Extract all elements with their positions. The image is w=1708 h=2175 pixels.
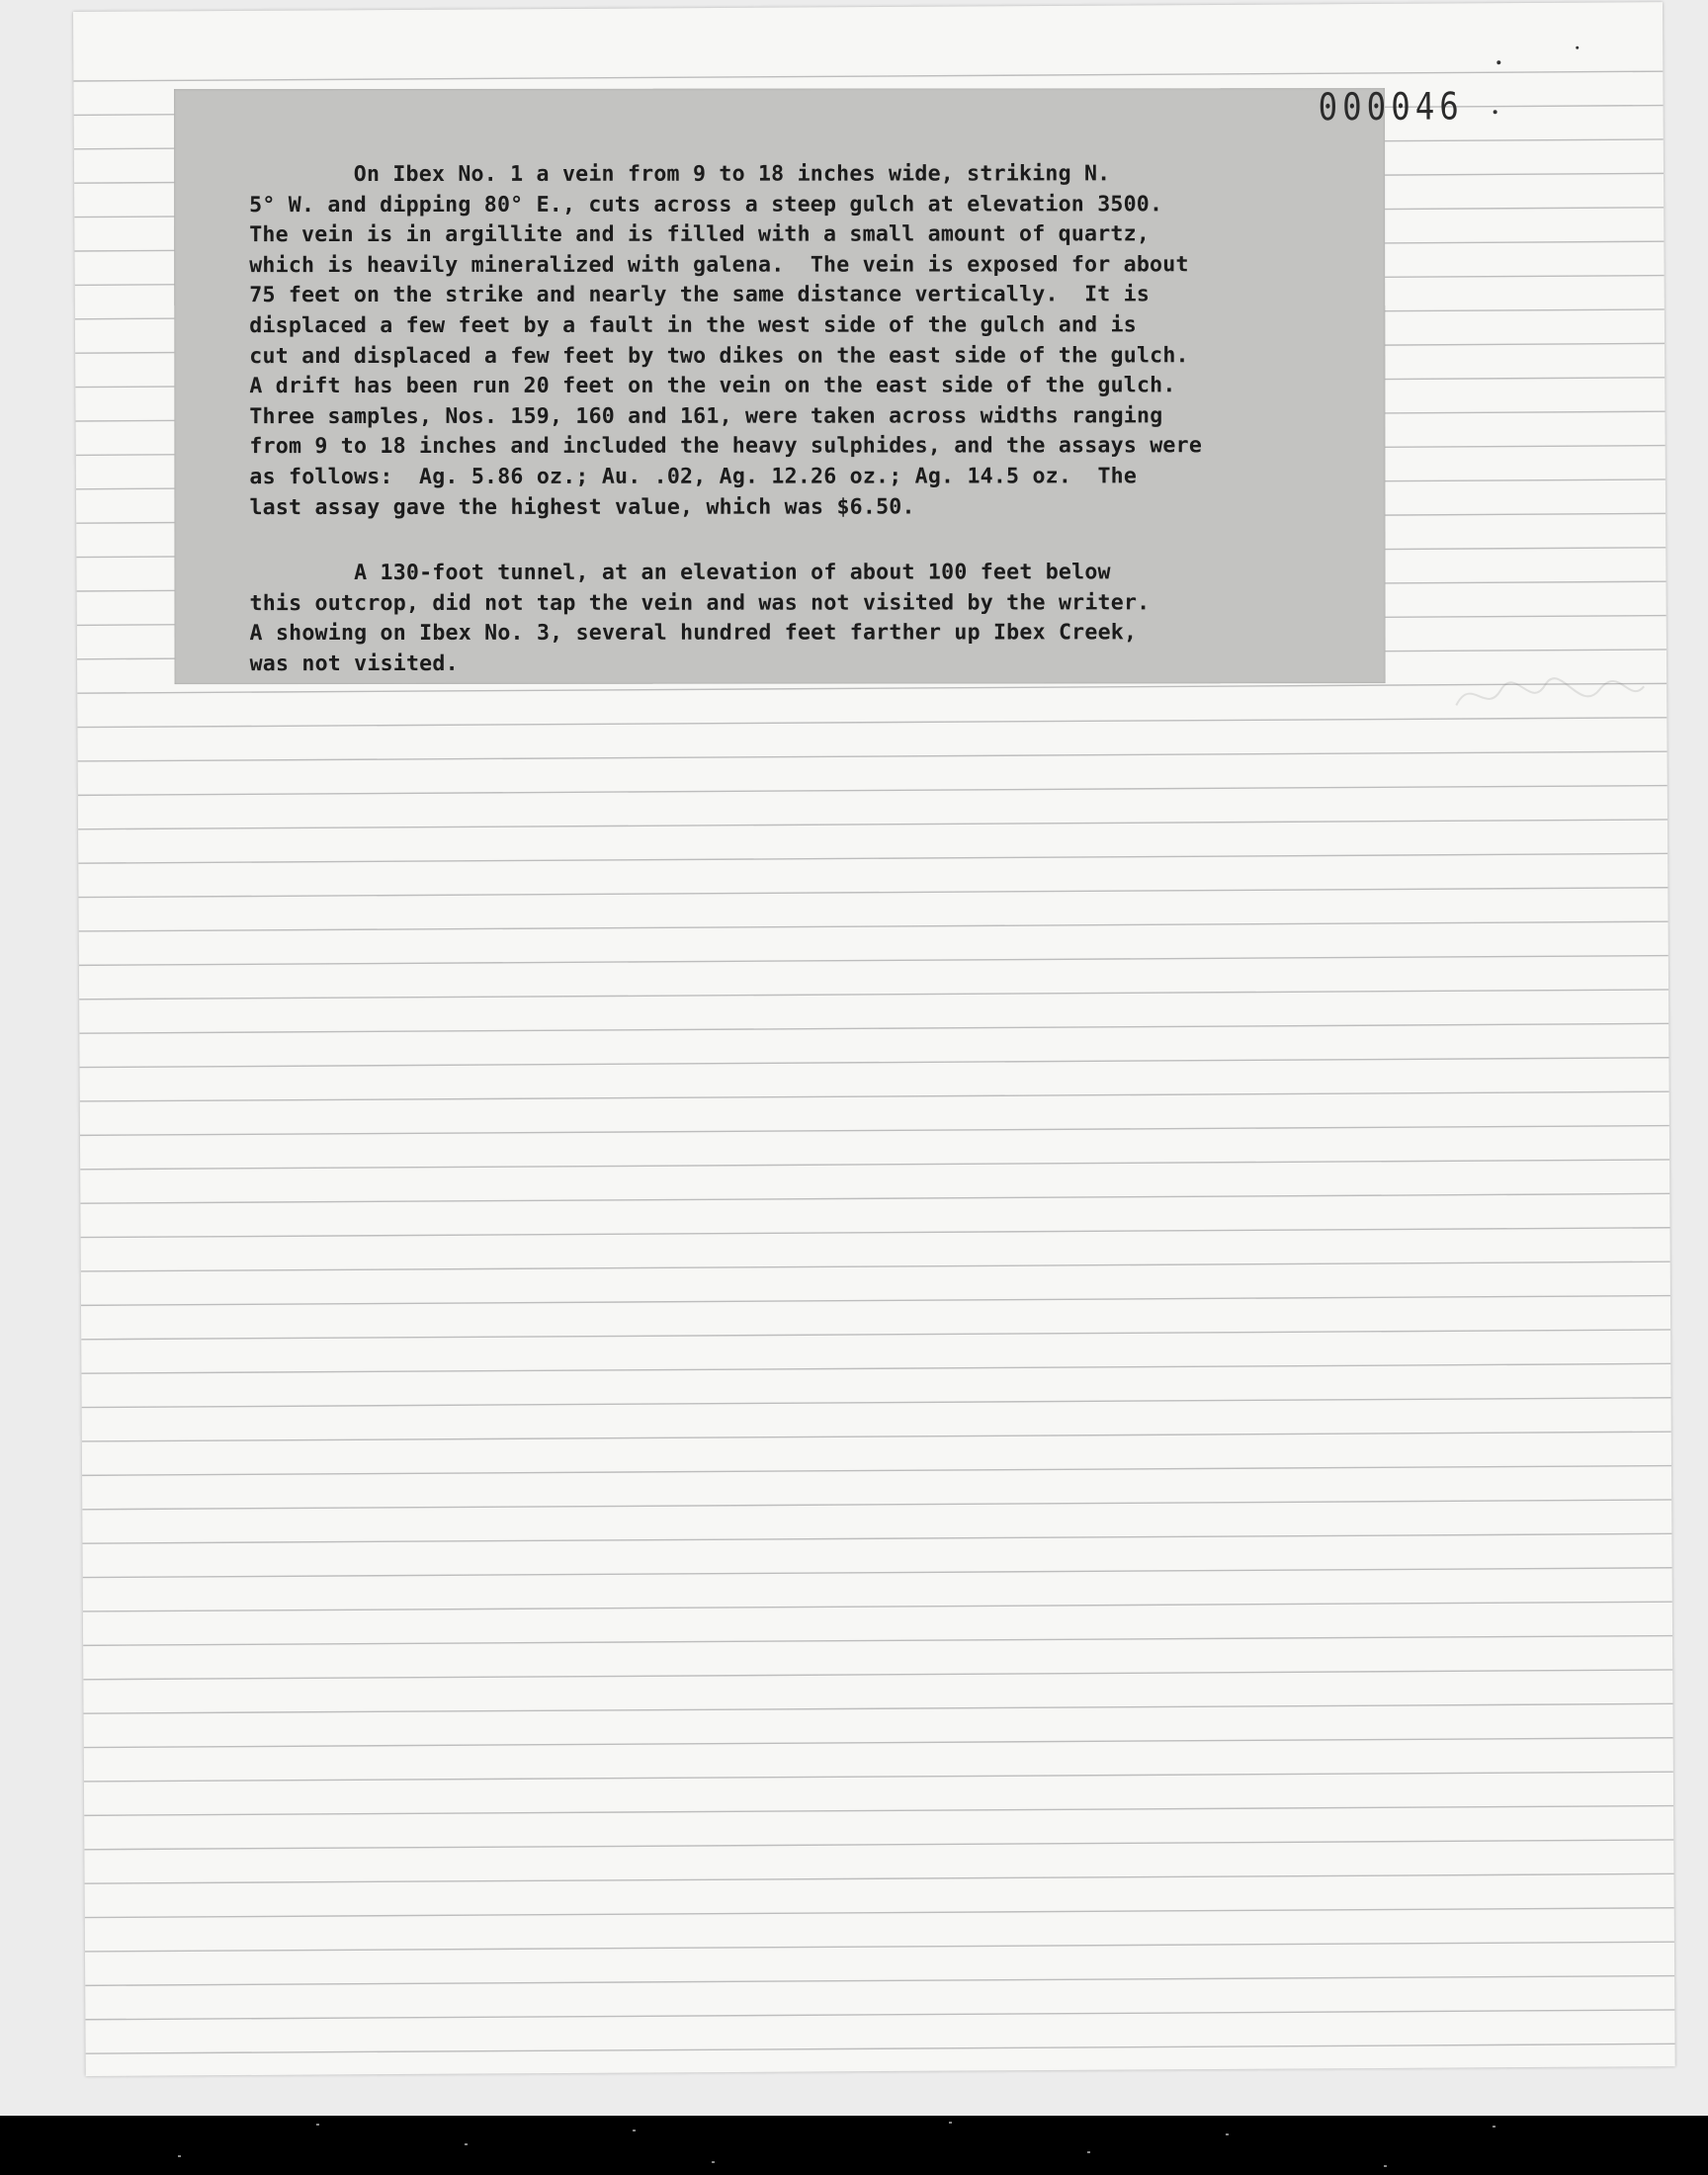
rule-line — [79, 990, 1668, 1000]
ruled-paper-sheet — [73, 2, 1675, 2076]
rule-line — [85, 2010, 1674, 2020]
rule-line — [84, 1772, 1673, 1782]
text-line: The vein is in argillite and is filled with a small amount of quartz, — [249, 221, 1151, 248]
text-line: which is heavily mineralized with galena. The vein is exposed for about — [249, 252, 1189, 278]
scan-noise-dot — [712, 2161, 715, 2163]
text-line: cut and displaced a few feet by two dikes on the east side of the gulch. — [249, 342, 1189, 369]
paragraph-tunnel — [249, 558, 1376, 679]
rule-line — [81, 1363, 1670, 1373]
text-line: A drift has been run 20 feet on the vein on the east side of the gulch. — [249, 373, 1176, 399]
text-line: as follows: Ag. 5.86 oz.; Au. .02, Ag. 12.26 oz.; Ag. 14.5 oz. The — [249, 464, 1138, 490]
rule-line — [86, 2044, 1675, 2053]
rule-line — [85, 1908, 1674, 1918]
rule-line — [79, 921, 1668, 931]
rule-line — [81, 1330, 1670, 1340]
text-line: 5° W. and dipping 80° E., cuts across a steep gulch at elevation 3500. — [249, 191, 1163, 218]
rule-line — [84, 1703, 1673, 1713]
rule-line — [82, 1500, 1671, 1510]
page-number: 000046 — [1318, 84, 1465, 130]
text-line: 75 feet on the strike and nearly the same distance vertically. It is — [249, 282, 1151, 308]
rule-line — [82, 1466, 1671, 1476]
rule-line — [78, 853, 1667, 863]
rule-line — [77, 683, 1666, 693]
rule-line — [82, 1398, 1671, 1408]
rule-line — [79, 956, 1668, 966]
rule-line — [82, 1432, 1671, 1441]
rule-line — [78, 786, 1667, 796]
rule-line — [85, 1976, 1674, 1986]
scan-noise-dot — [1493, 2126, 1495, 2128]
scan-bottom-border — [0, 2116, 1708, 2175]
rule-line — [78, 820, 1667, 829]
rule-line — [79, 1023, 1668, 1033]
text-line: from 9 to 18 inches and included the heavy sulphides, and the assays were — [249, 433, 1203, 460]
scan-noise-dot — [178, 2155, 181, 2157]
text-line: A showing on Ibex No. 3, several hundred feet farther up Ibex Creek, — [249, 620, 1138, 647]
text-line: this outcrop, did not tap the vein and was not visited by the writer. — [249, 589, 1151, 616]
rule-line — [83, 1568, 1672, 1578]
speck-mark — [1496, 60, 1500, 64]
rule-line — [81, 1262, 1670, 1271]
faint-bleed-through-marks — [1451, 664, 1649, 725]
text-line: On Ibex No. 1 a vein from 9 to 18 inches wide, striking N. — [249, 161, 1111, 188]
rule-line — [84, 1806, 1673, 1816]
rule-line — [85, 1942, 1674, 1952]
rule-line — [80, 1193, 1669, 1203]
paragraph-ibex-no-1 — [249, 159, 1376, 523]
speck-mark — [1494, 110, 1497, 114]
speck-mark — [1576, 46, 1579, 49]
rule-line — [84, 1840, 1673, 1850]
rule-line — [83, 1670, 1672, 1680]
rule-line — [81, 1228, 1670, 1238]
typed-clipping — [174, 88, 1386, 684]
scan-noise-dot — [316, 2124, 319, 2126]
scan-noise-dot — [1226, 2133, 1229, 2135]
scan-noise-dot — [949, 2122, 952, 2124]
rule-line — [85, 1873, 1674, 1883]
rule-line — [73, 71, 1663, 81]
text-line: A 130-foot tunnel, at an elevation of about 100 feet below — [249, 560, 1111, 586]
rule-line — [80, 1126, 1669, 1136]
rule-line — [83, 1602, 1672, 1611]
text-line: Three samples, Nos. 159, 160 and 161, were taken across widths ranging — [249, 403, 1163, 429]
rule-line — [77, 718, 1666, 728]
rule-line — [78, 751, 1667, 761]
text-line: displaced a few feet by a fault in the west side of the gulch and is — [249, 312, 1137, 339]
scan-noise-dot — [465, 2143, 468, 2145]
scan-noise-dot — [1087, 2151, 1090, 2153]
rule-line — [80, 1058, 1669, 1068]
rule-line — [82, 1533, 1671, 1543]
rule-line — [81, 1296, 1670, 1306]
rule-line — [80, 1160, 1669, 1170]
rule-line — [84, 1738, 1673, 1748]
scan-noise-dot — [633, 2130, 636, 2132]
rule-line — [80, 1091, 1669, 1101]
text-line: last assay gave the highest value, which was $6.50. — [249, 494, 915, 520]
text-line: was not visited. — [249, 651, 459, 676]
rule-line — [78, 888, 1667, 898]
rule-line — [83, 1636, 1672, 1646]
scan-noise-dot — [1384, 2165, 1387, 2167]
